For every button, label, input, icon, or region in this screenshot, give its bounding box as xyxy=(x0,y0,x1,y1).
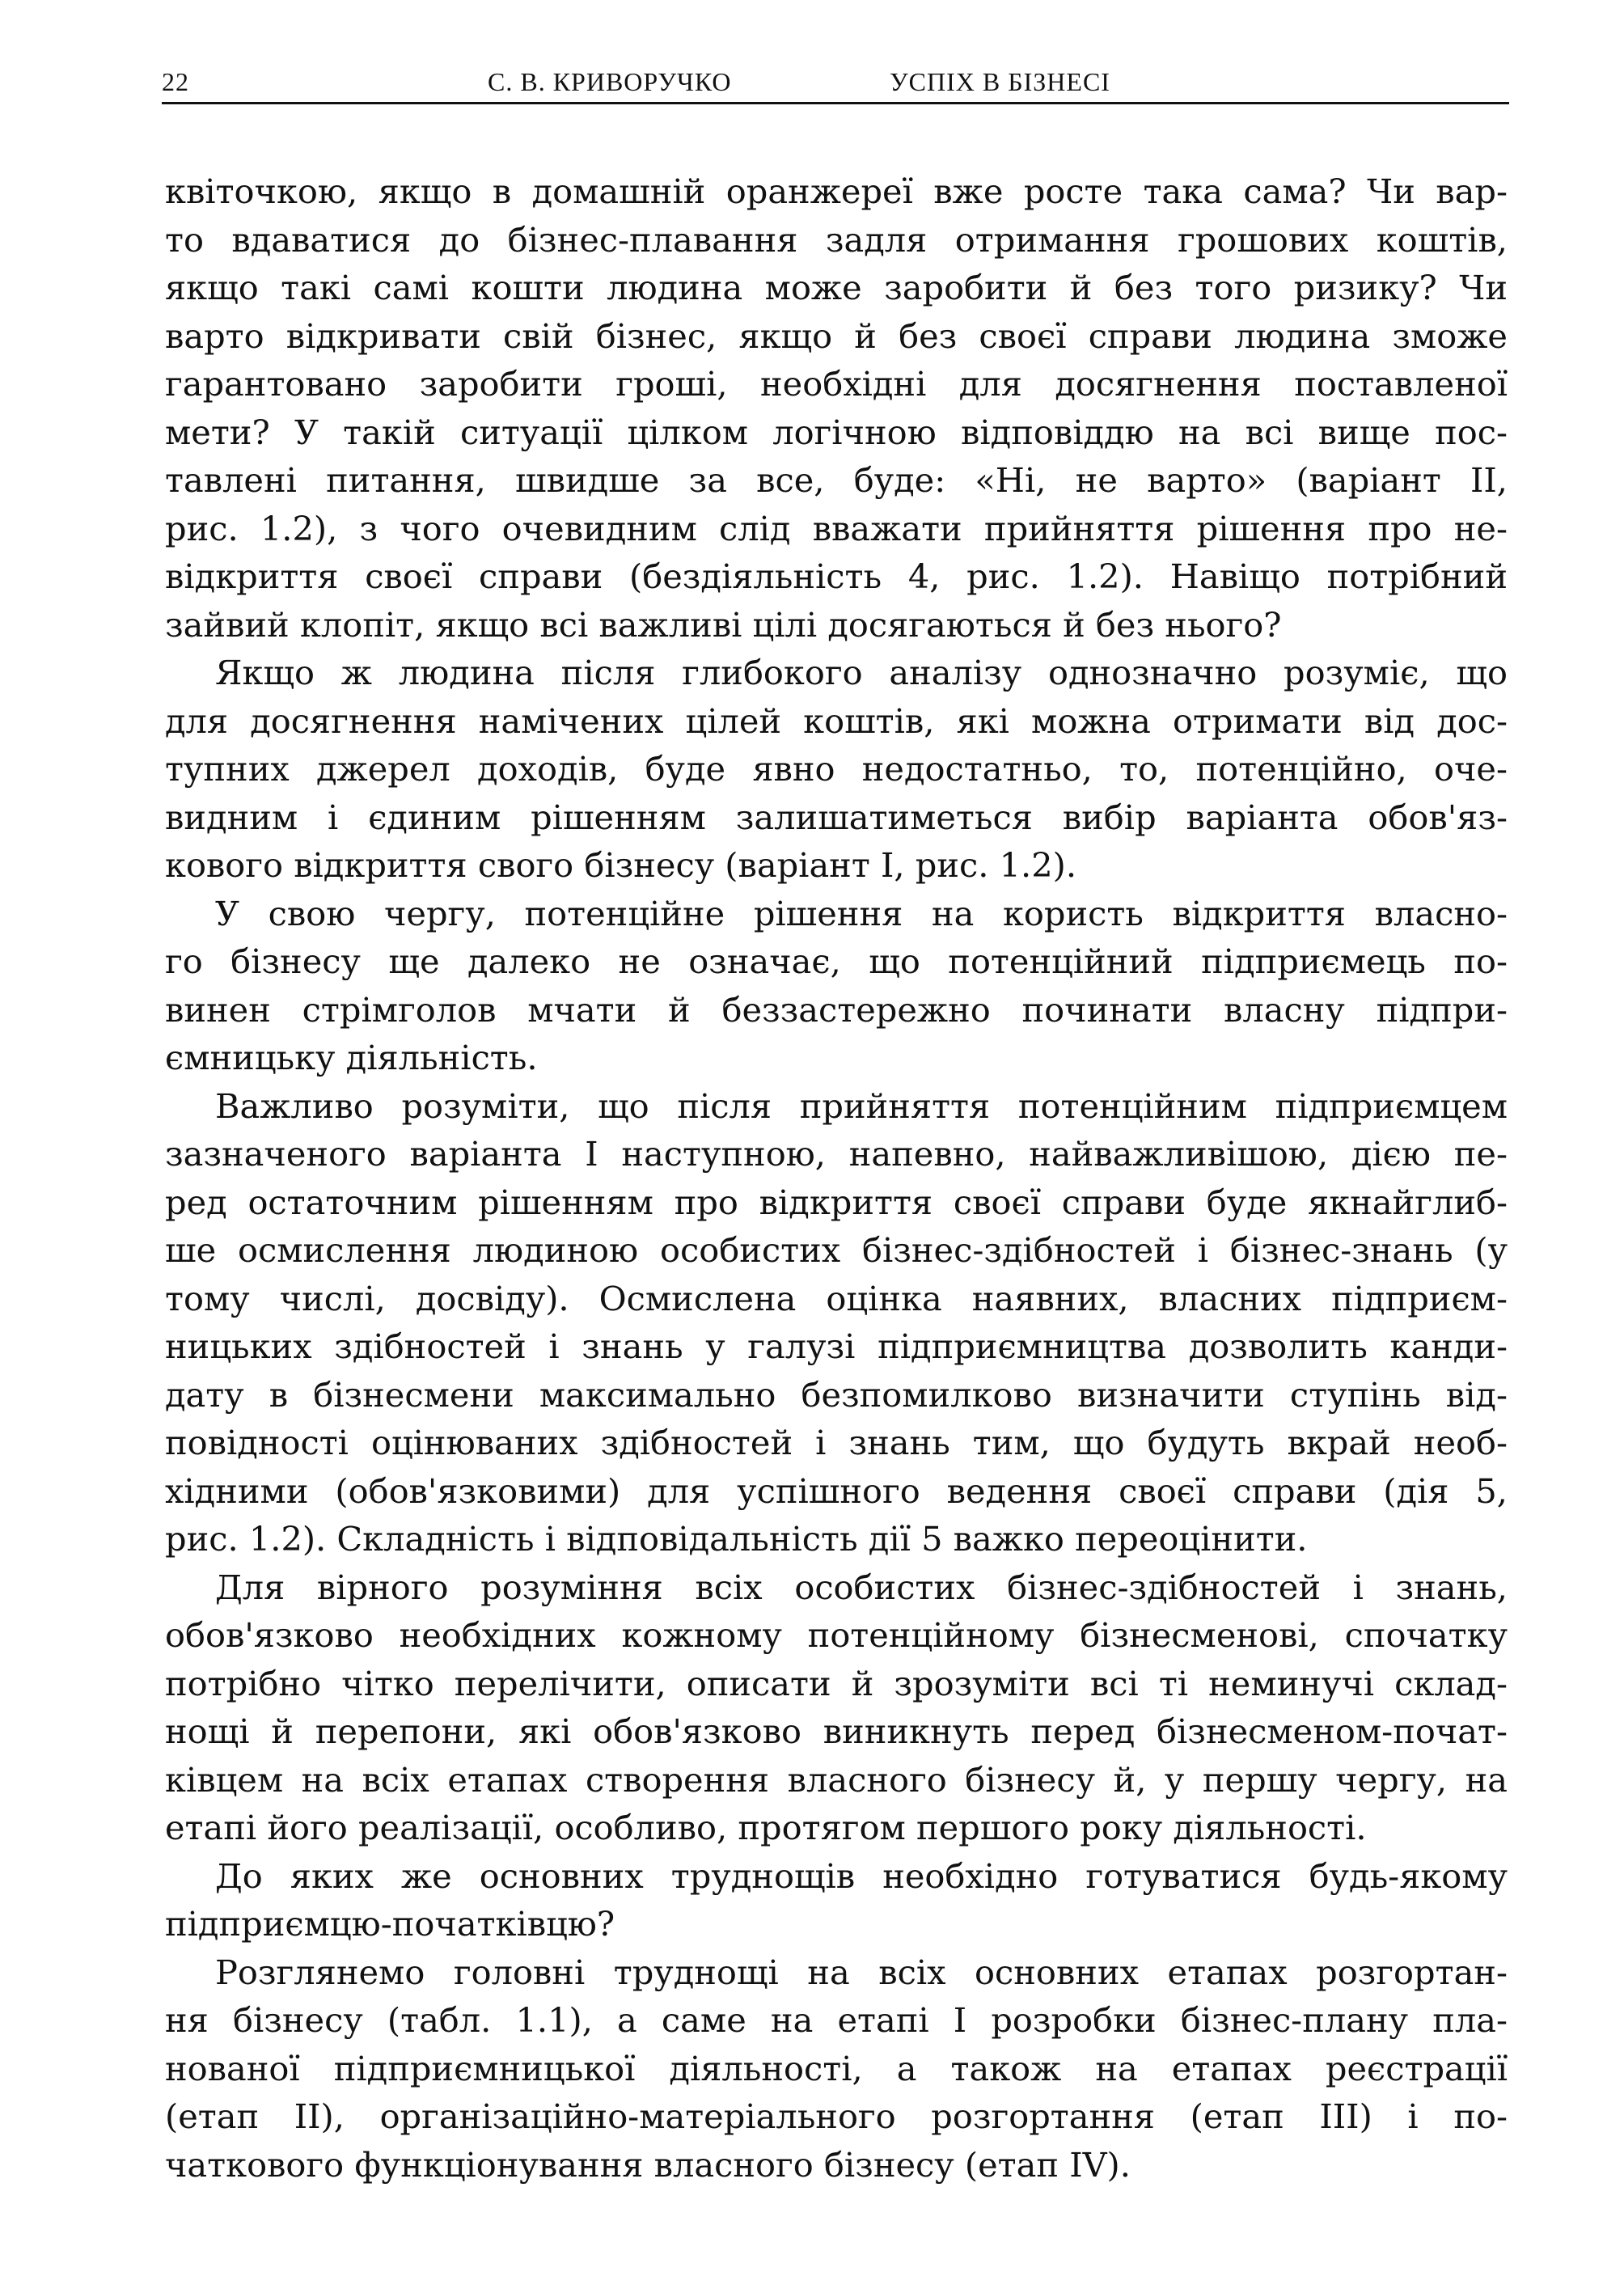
text-line: для досягнення намічених цілей коштів, які можна отримати від дос- xyxy=(165,700,1508,741)
text-line: зазначеного варіанта I наступною, напевно, найважливішою, дією пе- xyxy=(165,1134,1508,1174)
text-line: якщо такі самі кошти людина може заробити й без того ризику? Чи xyxy=(165,268,1508,307)
paragraph xyxy=(165,649,1508,890)
text-line: тавлені питання, швидше за все, буде: «Ні, не варто» (варіант II, xyxy=(165,460,1508,500)
text-line: Розглянемо головні труднощі на всіх основних етапах розгортан- xyxy=(215,1952,1508,1992)
text-line: У свою чергу, потенційне рішення на користь відкриття власно- xyxy=(215,893,1508,933)
text-line: хідними (обов'язковими) для успішного ведення своєї справи (дія 5, xyxy=(165,1470,1508,1511)
text-line: варто відкривати свій бізнес, якщо й без своєї справи людина зможе xyxy=(165,315,1508,356)
paragraph xyxy=(165,890,1508,1082)
paragraph xyxy=(165,167,1508,649)
running-header xyxy=(162,61,1509,104)
header-author: С. В. КРИВОРУЧКО xyxy=(488,67,732,96)
text-line: повідності оцінюваних здібностей і знань тим, що будуть вкрай необ- xyxy=(165,1423,1508,1462)
text-line: тому числі, досвіду). Осмислена оцінка наявних, власних підприєм- xyxy=(165,1278,1508,1318)
text-line: нощі й перепони, які обов'язково виникнуть перед бізнесменом-почат- xyxy=(165,1711,1508,1751)
text-line: До яких же основних труднощів необхідно готуватися будь-якому xyxy=(215,1855,1508,1896)
text-line: чаткового функціонування власного бізнесу (етап IV). xyxy=(165,2144,1131,2185)
paragraph xyxy=(165,1082,1508,1563)
text-line: обов'язково необхідних кожному потенційному бізнесменові, спочатку xyxy=(165,1615,1508,1655)
text-line: Важливо розуміти, що після прийняття потенційним підприємцем xyxy=(215,1085,1508,1126)
text-line: дату в бізнесмени максимально безпомилково визначити ступінь від- xyxy=(165,1374,1508,1415)
text-line: нованої підприємницької діяльності, а також на етапах реєстрації xyxy=(165,2048,1508,2088)
text-line: зайвий клопіт, якщо всі важливі цілі досягаються й без нього? xyxy=(165,604,1282,645)
text-line: (етап II), організаційно-матеріального розгортання (етап III) і по- xyxy=(165,2096,1508,2136)
text-line: го бізнесу ще далеко не означає, що потенційний підприємець по- xyxy=(165,941,1508,981)
text-line: ницьких здібностей і знань у галузі підприємництва дозволить канди- xyxy=(165,1326,1508,1366)
text-line: квіточкою, якщо в домашній оранжереї вже росте така сама? Чи вар- xyxy=(165,171,1508,211)
body-text xyxy=(165,167,1508,2189)
page-number: 22 xyxy=(162,67,189,96)
text-line: мети? У такій ситуації цілком логічною відповіддю на всі вище пос- xyxy=(165,412,1508,452)
paragraph xyxy=(165,1563,1508,1852)
text-line: ківцем на всіх етапах створення власного бізнесу й, у першу чергу, на xyxy=(165,1759,1508,1800)
text-line: ше осмислення людиною особистих бізнес-здібностей і бізнес-знань (у xyxy=(165,1230,1508,1270)
paragraph xyxy=(165,1948,1508,2189)
header-book-title: УСПІХ В БІЗНЕСІ xyxy=(890,67,1110,96)
text-line: винен стрімголов мчати й беззастережно починати власну підпри- xyxy=(165,989,1508,1030)
text-line: ємницьку діяльність. xyxy=(165,1038,538,1077)
text-line: гарантовано заробити гроші, необхідні для досягнення поставленої xyxy=(165,364,1508,404)
text-line: ня бізнесу (табл. 1.1), а саме на етапі I розробки бізнес-плану пла- xyxy=(165,2000,1508,2040)
text-line: кового відкриття свого бізнесу (варіант I, рис. 1.2). xyxy=(165,845,1077,885)
text-line: рис. 1.2), з чого очевидним слід вважати прийняття рішення про не- xyxy=(165,508,1508,548)
paragraph xyxy=(165,1852,1508,1948)
text-line: Якщо ж людина після глибокого аналізу однозначно розуміє, що xyxy=(215,653,1508,692)
text-line: підприємцю-початківцю? xyxy=(165,1904,615,1944)
text-line: рис. 1.2). Складність і відповідальність дії 5 важко переоцінити. xyxy=(165,1519,1308,1559)
text-line: видним і єдиним рішенням залишатиметься вибір варіанта обов'яз- xyxy=(165,797,1508,837)
text-line: етапі його реалізації, особливо, протягом першого року діяльності. xyxy=(165,1808,1367,1847)
text-line: то вдаватися до бізнес-плавання задля отримання грошових коштів, xyxy=(165,219,1508,260)
text-line: відкриття своєї справи (бездіяльність 4, рис. 1.2). Навіщо потрібний xyxy=(165,556,1508,596)
text-line: тупних джерел доходів, буде явно недостатньо, то, потенційно, оче- xyxy=(165,749,1508,789)
text-line: ред остаточним рішенням про відкриття своєї справи буде якнайглиб- xyxy=(165,1182,1508,1222)
text-line: потрібно чітко перелічити, описати й зрозуміти всі ті неминучі склад- xyxy=(165,1663,1508,1703)
text-line: Для вірного розуміння всіх особистих бізнес-здібностей і знань, xyxy=(215,1567,1508,1607)
